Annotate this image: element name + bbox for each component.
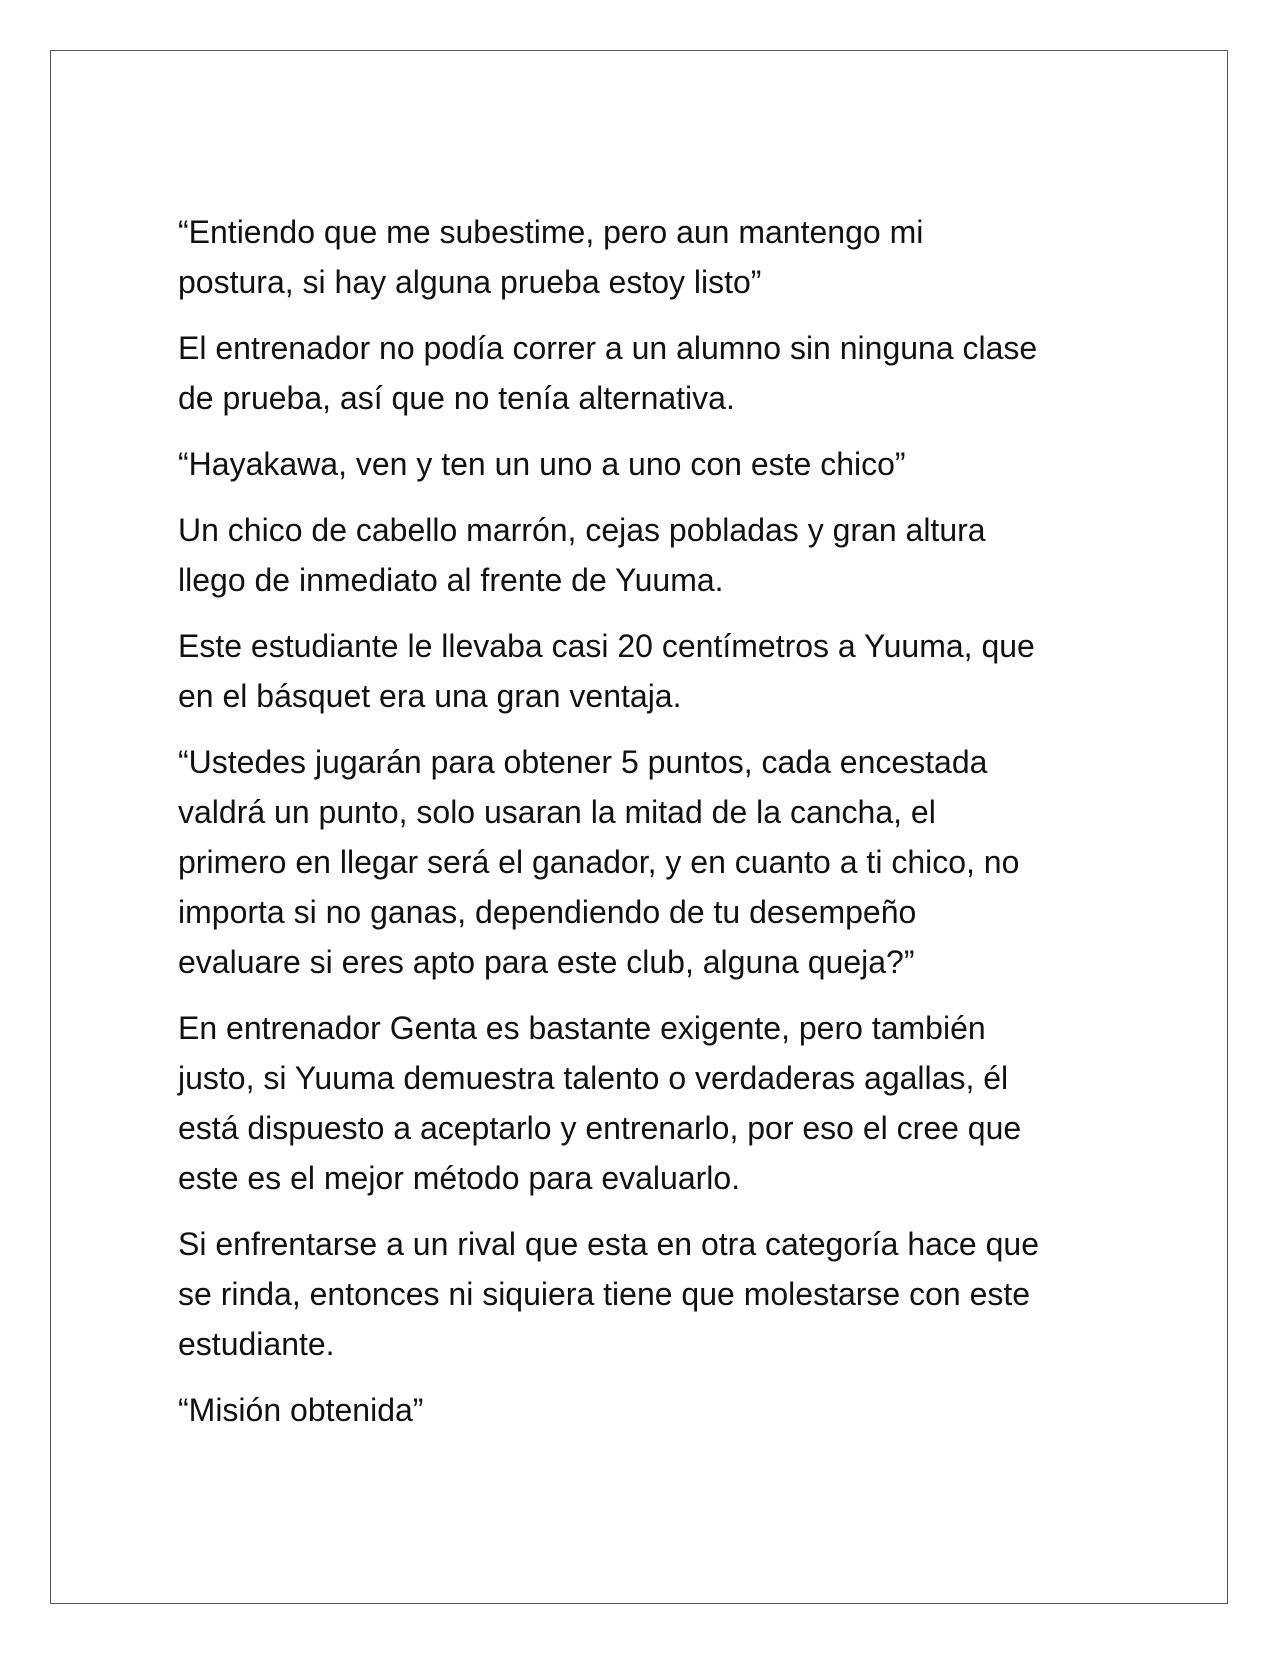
paragraph: “Misión obtenida”	[178, 1392, 424, 1428]
paragraph: En entrenador Genta es bastante exigente, pero también justo, si Yuuma demuestra talento o verdaderas agallas, él está dispuesto a aceptarlo y entrenarlo, por eso el cree que este es el mejor método para evaluarlo.	[178, 1010, 1022, 1196]
paragraph: Si enfrentarse a un rival que esta en otra categoría hace que se rinda, entonces ni siquiera tiene que molestarse con este estudiante.	[178, 1226, 1039, 1362]
paragraph: Este estudiante le llevaba casi 20 centímetros a Yuuma, que en el básquet era una gran ventaja.	[178, 628, 1035, 714]
paragraph: “Hayakawa, ven y ten un uno a uno con este chico”	[178, 446, 906, 482]
paragraph: “Entiendo que me subestime, pero aun mantengo mi postura, si hay alguna prueba estoy listo”	[178, 214, 924, 300]
paragraph: El entrenador no podía correr a un alumno sin ninguna clase de prueba, así que no tenía alternativa.	[178, 330, 1038, 416]
paragraph: Un chico de cabello marrón, cejas pobladas y gran altura llego de inmediato al frente de Yuuma.	[178, 512, 986, 598]
paragraph: “Ustedes jugarán para obtener 5 puntos, cada encestada valdrá un punto, solo usaran la mitad de la cancha, el primero en llegar será el ganador, y en cuanto a ti chico, no importa si no ganas, dependiendo de tu desempeño evaluare si eres apto para este club, alguna queja?”	[178, 744, 1020, 980]
document-body	[178, 207, 1108, 1451]
